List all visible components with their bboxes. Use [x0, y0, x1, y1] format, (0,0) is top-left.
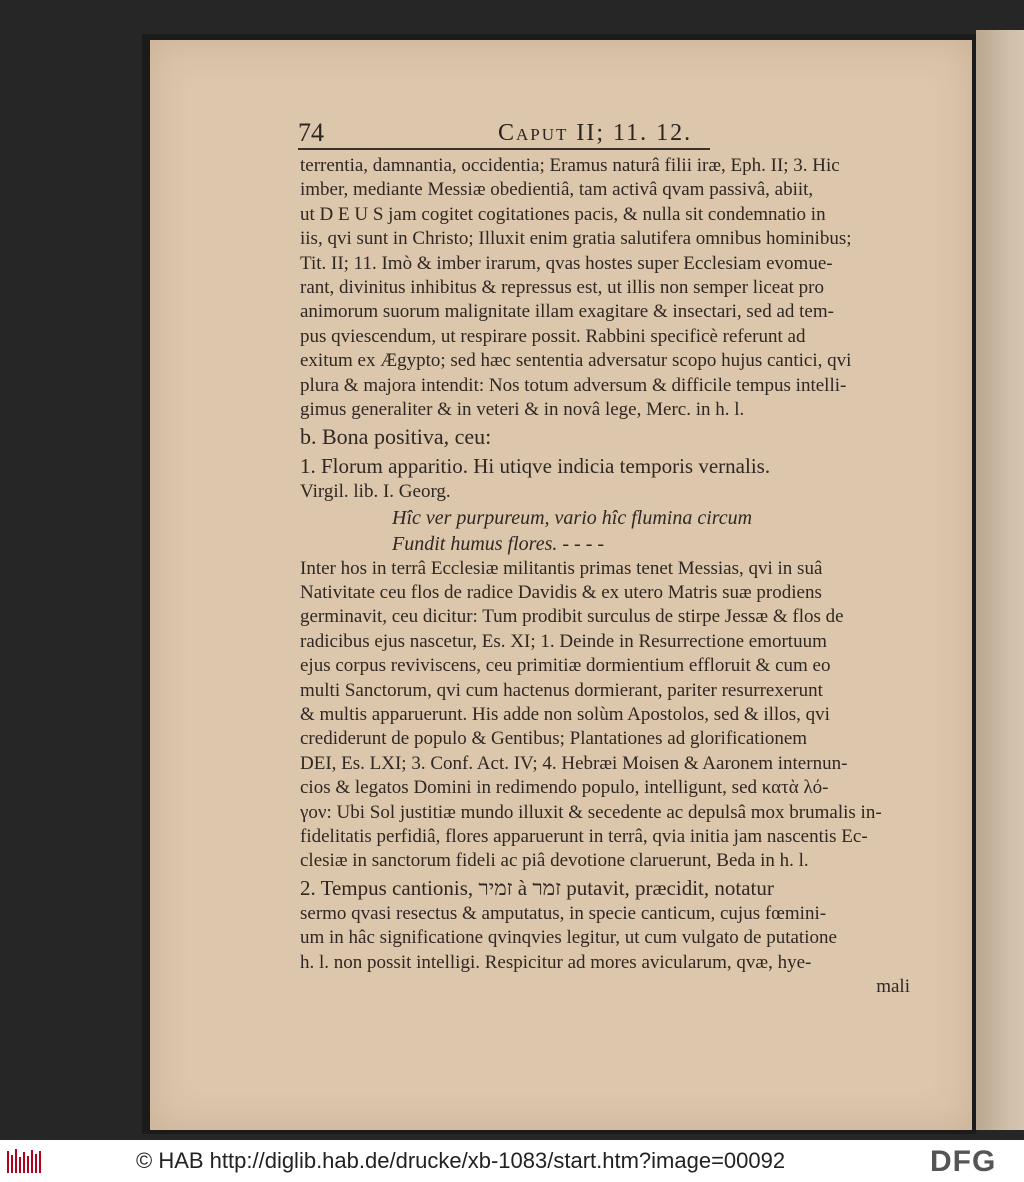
text-line: 2. Tempus cantionis, זמיר à זמר putavit, præcidit, notatur: [300, 875, 774, 900]
text-line: & multis apparuerunt. His adde non solùm Apostolos, sed & illos, qvi: [300, 704, 830, 726]
hab-logo-icon: [6, 1147, 44, 1175]
adjacent-page-edge: [976, 30, 1024, 1130]
text-line: Tit. II; 11. Imò & imber irarum, qvas hostes super Ecclesiam evomue-: [300, 252, 833, 274]
text-line: exitum ex Ægypto; sed hæc sententia adversatur scopo hujus cantici, qvi: [300, 350, 852, 372]
text-line: 1. Florum apparitio. Hi utiqve indicia temporis vernalis.: [300, 454, 771, 479]
text-line: um in hâc significatione qvinqvies legitur, ut cum vulgato de putatione: [300, 927, 837, 949]
text-line: iis, qvi sunt in Christo; Illuxit enim gratia salutifera omnibus hominibus;: [300, 228, 852, 250]
text-line: gimus generaliter & in veteri & in novâ lege, Merc. in h. l.: [300, 398, 745, 420]
text-line: cios & legatos Domini in redimendo populo, intelligunt, sed κατὰ λό-: [300, 777, 829, 799]
text-line: h. l. non possit intelligi. Respicitur ad mores avicularum, qvæ, hye-: [300, 951, 812, 973]
text-line: germinavit, ceu dicitur: Tum prodibit surculus de stirpe Jessæ & flos de: [300, 606, 844, 628]
page-text: [300, 154, 910, 999]
dfg-logo: DFG: [930, 1145, 997, 1178]
text-line: crediderunt de populo & Gentibus; Plantationes ad glorificationem: [300, 728, 808, 750]
text-line: ejus corpus reviviscens, ceu primitiæ dormientium effloruit & cum eo: [300, 655, 831, 677]
text-line: Virgil. lib. I. Georg.: [300, 481, 451, 503]
page-header: [298, 112, 710, 152]
page-number: 74: [298, 118, 324, 147]
text-line: terrentia, damnantia, occidentia; Eramus naturâ filii iræ, Eph. II; 3. Hic: [300, 155, 840, 176]
text-line: Hîc ver purpureum, vario hîc flumina circum: [392, 506, 753, 529]
text-line: DEI, Es. LXI; 3. Conf. Act. IV; 4. Hebræi Moisen & Aaronem internun-: [300, 752, 848, 774]
text-line: b. Bona positiva, ceu:: [300, 424, 492, 450]
text-line: γον: Ubi Sol justitiæ mundo illuxit & secedente ac depulsâ mox brumalis in-: [300, 801, 882, 823]
text-line: rant, divinitus inhibitus & repressus est, ut illis non semper liceat pro: [300, 276, 825, 298]
header-rule: [298, 148, 710, 150]
text-line: imber, mediante Messiæ obedientiâ, tam activâ qvam passivâ, abiit,: [300, 179, 814, 201]
footer-bar: [0, 1140, 1024, 1182]
running-head: Caput II; 11. 12.: [498, 120, 693, 146]
text-line: fidelitatis perfidiâ, flores apparuerunt in terrâ, qvia initia jam nascentis Ec-: [300, 825, 868, 847]
text-line: multi Sanctorum, qvi cum hactenus dormierant, pariter resurrexerunt: [300, 679, 823, 701]
text-line: Nativitate ceu flos de radice Davidis & ex utero Matris suæ prodiens: [300, 582, 822, 604]
text-line: Inter hos in terrâ Ecclesiæ militantis primas tenet Messias, qvi in suâ: [300, 557, 823, 579]
text-line: mali: [876, 975, 910, 997]
text-line: radicibus ejus nascetur, Es. XI; 1. Deinde in Resurrectione emortuum: [300, 630, 827, 652]
text-line: ut D E U S jam cogitet cogitationes pacis, & nulla sit condemnatio in: [300, 203, 826, 225]
copyright-url[interactable]: © HAB http://diglib.hab.de/drucke/xb-1083/start.htm?image=00092: [136, 1148, 786, 1173]
text-line: animorum suorum malignitate illam exagitare & insectari, sed ad tem-: [300, 301, 834, 323]
text-line: sermo qvasi resectus & amputatus, in specie canticum, cujus fœmini-: [300, 902, 827, 924]
text-line: clesiæ in sanctorum fideli ac piâ devotione claruerunt, Beda in h. l.: [300, 850, 809, 872]
text-line: pus qviescendum, ut respirare possit. Rabbini specificè referunt ad: [300, 325, 806, 347]
text-line: plura & majora intendit: Nos totum adversum & difficile tempus intelli-: [300, 374, 847, 396]
text-line: Fundit humus flores. - - - -: [392, 532, 605, 555]
